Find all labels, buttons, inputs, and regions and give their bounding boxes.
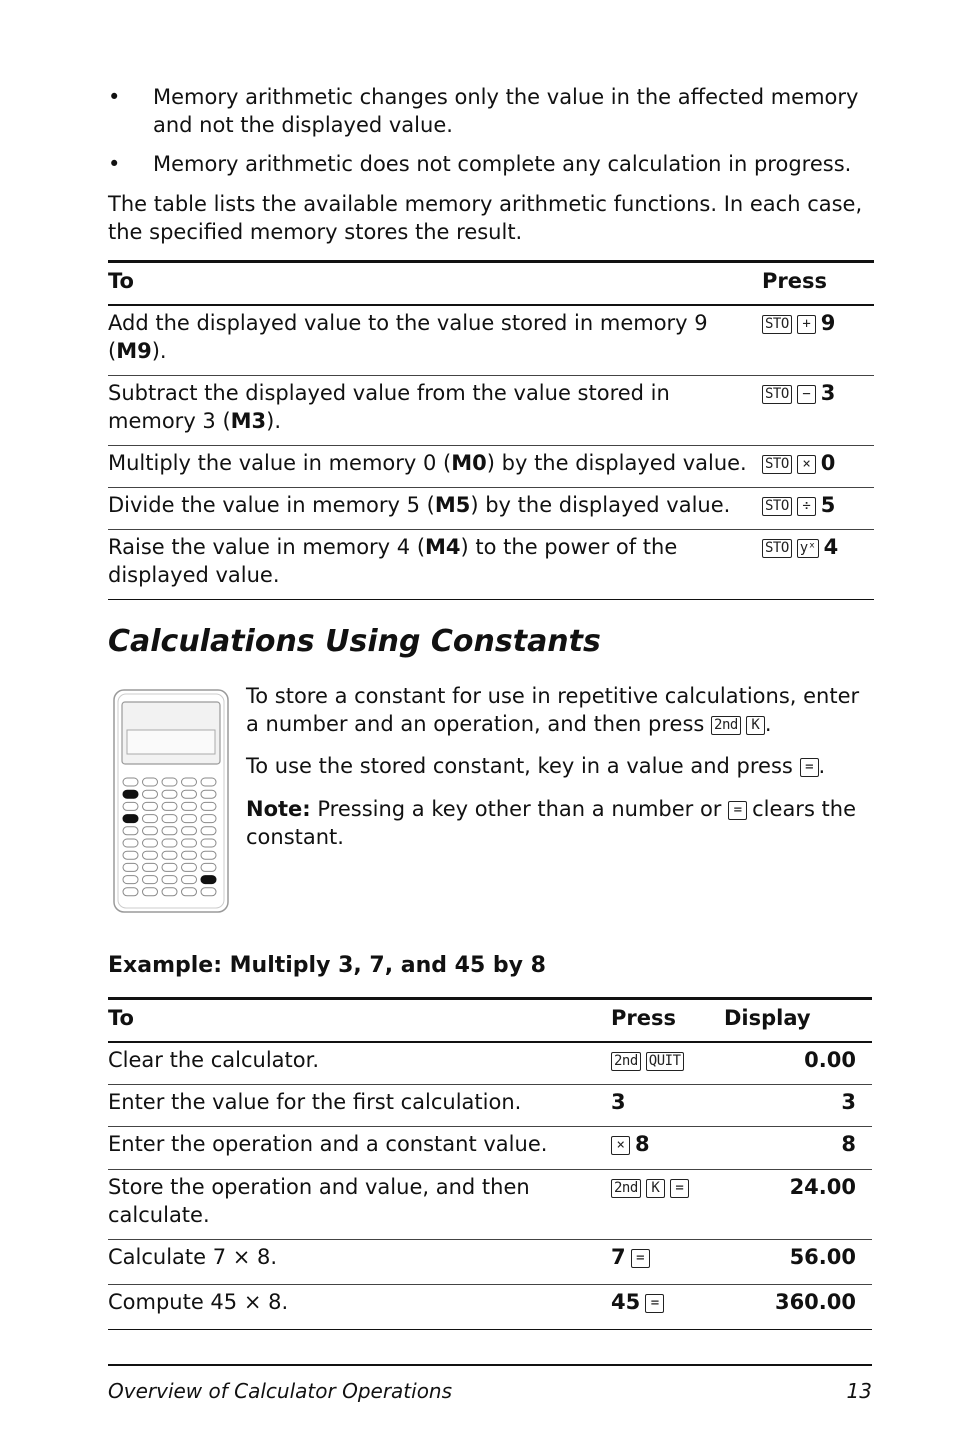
power-key-icon: yˣ (797, 539, 819, 558)
bullet-mark: • (108, 152, 121, 176)
table-row (108, 1240, 872, 1285)
calculator-key-shape (182, 815, 197, 823)
calculator-key-shape (162, 815, 177, 823)
table-row (108, 1042, 872, 1085)
constant-store-paragraph: To store a constant for use in repetitive calculations, enter a number and an operation, and then press 2nd K . (246, 684, 860, 736)
calculator-key-shape (201, 876, 216, 884)
row-description: Subtract the displayed value from the value stored in memory 3 (M3). (108, 375, 762, 445)
calculator-key-shape (182, 851, 197, 859)
row-description: Enter the operation and a constant value. (108, 1127, 611, 1170)
calculator-key-shape (162, 778, 177, 786)
row-description: Multiply the value in memory 0 (M0) by the displayed value. (108, 445, 762, 487)
page-number: 13 (846, 1379, 872, 1403)
calculator-key-shape (143, 802, 158, 810)
sto-key-icon: STO (762, 315, 792, 334)
bullet-mark: • (108, 85, 121, 109)
table-row (108, 1285, 872, 1330)
k-key-icon: K (646, 1179, 665, 1198)
calculator-key-shape (182, 839, 197, 847)
digit-entry: 45 (611, 1290, 641, 1314)
memory-label: M0 (451, 450, 487, 475)
sto-key-icon: STO (762, 497, 792, 516)
note-label: Note: (246, 797, 311, 821)
column-header-press: Press (611, 999, 724, 1042)
example-title: Example: Multiply 3, 7, and 45 by 8 (108, 953, 546, 978)
calculator-key-shape (123, 863, 138, 871)
table-row (108, 1170, 872, 1240)
equals-key-icon: = (728, 801, 747, 820)
equals-key-icon: = (670, 1179, 689, 1198)
sto-key-icon: STO (762, 539, 792, 558)
equals-key-icon: = (645, 1294, 664, 1313)
calculator-key-shape (162, 827, 177, 835)
calculator-key-shape (162, 888, 177, 896)
constant-use-paragraph: To use the stored constant, key in a value and press = . (246, 754, 826, 778)
calculator-key-shape (123, 778, 138, 786)
row-description: Enter the value for the first calculation. (108, 1085, 611, 1127)
calculator-key-shape (201, 888, 216, 896)
table-row (108, 375, 874, 445)
table-row (108, 445, 874, 487)
row-keys (762, 375, 874, 445)
calculator-icon (110, 688, 232, 916)
calculator-key-shape (123, 876, 138, 884)
quit-key-icon: QUIT (646, 1052, 684, 1071)
calculator-key-shape (162, 790, 177, 798)
second-key-icon: 2nd (711, 716, 741, 735)
footer-chapter-title: Overview of Calculator Operations (108, 1379, 453, 1403)
example-table (108, 997, 872, 1330)
memory-label: M9 (116, 338, 152, 363)
column-header-press: Press (762, 262, 874, 305)
table-row (108, 305, 874, 376)
row-display: 56.00 (724, 1240, 872, 1285)
row-keys (611, 1285, 724, 1330)
memory-digit: 3 (820, 380, 836, 405)
table-row (108, 1127, 872, 1170)
k-key-icon: K (746, 716, 765, 735)
calculator-key-shape (143, 888, 158, 896)
plus-key-icon: + (797, 315, 816, 334)
calculator-key-shape (162, 851, 177, 859)
row-keys (762, 445, 874, 487)
row-display: 24.00 (724, 1170, 872, 1240)
row-description: Compute 45 × 8. (108, 1285, 611, 1330)
calculator-key-shape (162, 876, 177, 884)
calculator-key-shape (143, 876, 158, 884)
column-header-to: To (108, 262, 762, 305)
multiply-key-icon: × (611, 1136, 630, 1155)
row-description: Calculate 7 × 8. (108, 1240, 611, 1285)
bullet-text: Memory arithmetic does not complete any calculation in progress. (153, 152, 852, 176)
digit-entry: 8 (635, 1132, 650, 1156)
row-keys (611, 1240, 724, 1285)
calculator-key-shape (143, 778, 158, 786)
calculator-key-shape (201, 851, 216, 859)
table-row (108, 487, 874, 529)
calculator-key-shape (201, 815, 216, 823)
row-keys (762, 305, 874, 376)
row-keys (611, 1170, 724, 1240)
table-row (108, 529, 874, 599)
calculator-key-shape (143, 790, 158, 798)
column-header-to: To (108, 999, 611, 1042)
calculator-key-shape (201, 778, 216, 786)
calculator-key-shape (123, 839, 138, 847)
column-header-display: Display (724, 999, 872, 1042)
row-description: Raise the value in memory 4 (M4) to the power of the displayed value. (108, 529, 762, 599)
table-row (108, 1085, 872, 1127)
table-header-row (108, 262, 874, 305)
row-keys (611, 1127, 724, 1170)
memory-digit: 5 (820, 492, 836, 517)
multiply-key-icon: × (797, 455, 816, 474)
calculator-key-shape (162, 802, 177, 810)
calculator-key-shape (201, 790, 216, 798)
memory-arithmetic-table (108, 260, 874, 600)
calculator-key-shape (143, 827, 158, 835)
row-description: Add the displayed value to the value stored in memory 9 (M9). (108, 305, 762, 376)
calculator-key-shape (123, 802, 138, 810)
row-description: Store the operation and value, and then calculate. (108, 1170, 611, 1240)
calculator-key-shape (123, 888, 138, 896)
row-description: Divide the value in memory 5 (M5) by the displayed value. (108, 487, 762, 529)
memory-label: M3 (230, 408, 267, 433)
calculator-key-shape (182, 863, 197, 871)
calculator-key-shape (201, 827, 216, 835)
row-display: 0.00 (724, 1042, 872, 1085)
memory-digit: 4 (823, 534, 839, 559)
calculator-key-shape (143, 839, 158, 847)
calculator-key-shape (182, 790, 197, 798)
calculator-key-shape (182, 827, 197, 835)
section-title: Calculations Using Constants (108, 624, 601, 659)
equals-key-icon: = (631, 1249, 650, 1268)
digit-entry: 3 (611, 1090, 626, 1114)
memory-label: M4 (425, 534, 461, 559)
calculator-key-shape (123, 815, 138, 823)
calculator-key-shape (182, 876, 197, 884)
row-keys (762, 529, 874, 599)
row-keys (762, 487, 874, 529)
calculator-key-shape (123, 827, 138, 835)
calculator-key-shape (143, 815, 158, 823)
equals-key-icon: = (800, 758, 819, 777)
bullet-text: Memory arithmetic changes only the value in the affected memory and not the displayed value. (153, 85, 859, 137)
calculator-key-shape (143, 851, 158, 859)
calculator-key-shape (201, 839, 216, 847)
footer-divider (108, 1364, 872, 1366)
calculator-key-shape (162, 863, 177, 871)
calculator-key-shape (182, 888, 197, 896)
second-key-icon: 2nd (611, 1052, 641, 1071)
row-display: 360.00 (724, 1285, 872, 1330)
row-keys (611, 1042, 724, 1085)
table-header-row (108, 999, 872, 1042)
calculator-key-shape (182, 802, 197, 810)
memory-label: M5 (434, 492, 471, 517)
row-keys (611, 1085, 724, 1127)
row-description: Clear the calculator. (108, 1042, 611, 1085)
divide-key-icon: ÷ (797, 497, 816, 516)
sto-key-icon: STO (762, 455, 792, 474)
calculator-key-shape (162, 839, 177, 847)
calculator-key-shape (123, 851, 138, 859)
calculator-key-shape (123, 790, 138, 798)
second-key-icon: 2nd (611, 1179, 641, 1198)
calculator-key-shape (201, 802, 216, 810)
digit-entry: 7 (611, 1245, 626, 1269)
memory-digit: 0 (820, 450, 836, 475)
minus-key-icon: − (797, 385, 816, 404)
calculator-key-shape (143, 863, 158, 871)
row-display: 8 (724, 1127, 872, 1170)
note-paragraph: Note: Pressing a key other than a number or = clears the constant. (246, 797, 857, 849)
row-display: 3 (724, 1085, 872, 1127)
intro-paragraph: The table lists the available memory arithmetic functions. In each case, the specified memory stores the result. (108, 192, 863, 244)
memory-digit: 9 (820, 310, 836, 335)
calculator-key-shape (201, 863, 216, 871)
calculator-key-shape (182, 778, 197, 786)
sto-key-icon: STO (762, 385, 792, 404)
